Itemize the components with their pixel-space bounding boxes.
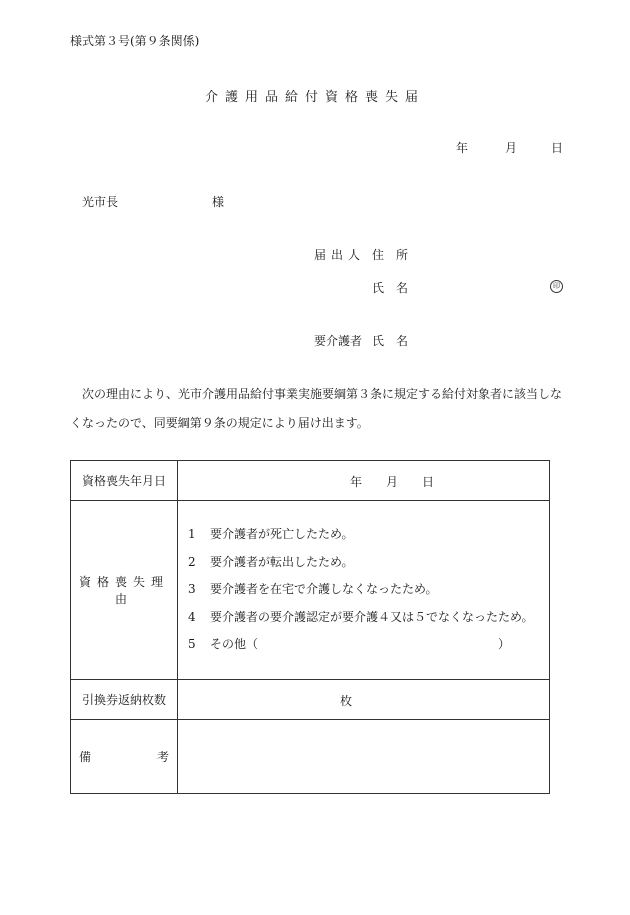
seal-mark: 印 bbox=[550, 280, 563, 293]
loss-date-label: 資格喪失年月日 bbox=[71, 461, 178, 501]
reason-text: 要介護者が転出したため。 bbox=[210, 554, 354, 569]
loss-date-row bbox=[71, 461, 550, 501]
remarks-field[interactable] bbox=[178, 720, 550, 794]
voucher-unit: 枚 bbox=[340, 694, 353, 708]
applicant-label: 届出人 bbox=[314, 248, 366, 262]
remarks-label-left: 備 bbox=[79, 750, 92, 764]
document-title: 介護用品給付資格喪失届 bbox=[204, 90, 425, 105]
reason-item[interactable] bbox=[188, 576, 549, 604]
reason-text: 要介護者の要介護認定が要介護４又は５でなくなったため。 bbox=[210, 609, 534, 624]
loss-date-field[interactable] bbox=[178, 461, 550, 501]
addressee-name: 光市長 bbox=[82, 195, 119, 209]
voucher-count-label: 引換券返納枚数 bbox=[71, 680, 178, 720]
reason-list bbox=[178, 521, 549, 659]
applicant-name-label: 氏 名 bbox=[372, 281, 409, 295]
remarks-label bbox=[71, 720, 178, 794]
date-year-label: 年 bbox=[456, 141, 469, 155]
date-month-label: 月 bbox=[505, 141, 518, 155]
reason-number: 2 bbox=[188, 554, 196, 569]
reason-number: 1 bbox=[188, 527, 196, 542]
loss-reason-row bbox=[71, 501, 550, 680]
loss-date-year: 年 bbox=[350, 475, 363, 489]
declaration-text bbox=[70, 380, 565, 438]
loss-form-table bbox=[70, 460, 550, 794]
addressee-honorific: 様 bbox=[212, 195, 225, 209]
form-number: 様式第３号(第９条関係) bbox=[70, 34, 200, 48]
reason-number: 4 bbox=[188, 609, 196, 624]
date-day-label: 日 bbox=[551, 141, 564, 155]
remarks-label-right: 考 bbox=[157, 750, 170, 764]
reason-item[interactable] bbox=[188, 631, 549, 659]
reason-number: 5 bbox=[188, 637, 196, 652]
loss-date-month: 月 bbox=[386, 475, 399, 489]
reason-item[interactable] bbox=[188, 604, 549, 632]
remarks-row bbox=[71, 720, 550, 794]
loss-date-day: 日 bbox=[422, 475, 435, 489]
voucher-count-field[interactable] bbox=[178, 680, 550, 720]
loss-reason-field bbox=[178, 501, 550, 680]
applicant-address-label: 住 所 bbox=[372, 248, 409, 262]
reason-text: 要介護者が死亡したため。 bbox=[210, 527, 354, 542]
reason-number: 3 bbox=[188, 582, 196, 597]
declaration-text-content: 次の理由により、光市介護用品給付事業実施要綱第３条に規定する給付対象者に該当しなくなったので、同要綱第９条の規定により届け出ます。 bbox=[70, 387, 563, 430]
reason-text: その他（ ） bbox=[210, 637, 511, 652]
voucher-count-row bbox=[71, 680, 550, 720]
reason-text: 要介護者を在宅で介護しなくなったため。 bbox=[210, 582, 438, 597]
care-recipient-name-label: 氏 名 bbox=[372, 334, 409, 348]
care-recipient-label: 要介護者 bbox=[314, 334, 363, 348]
reason-item[interactable] bbox=[188, 521, 549, 549]
reason-item[interactable] bbox=[188, 549, 549, 577]
loss-reason-label: 資格喪失理由 bbox=[71, 501, 178, 680]
